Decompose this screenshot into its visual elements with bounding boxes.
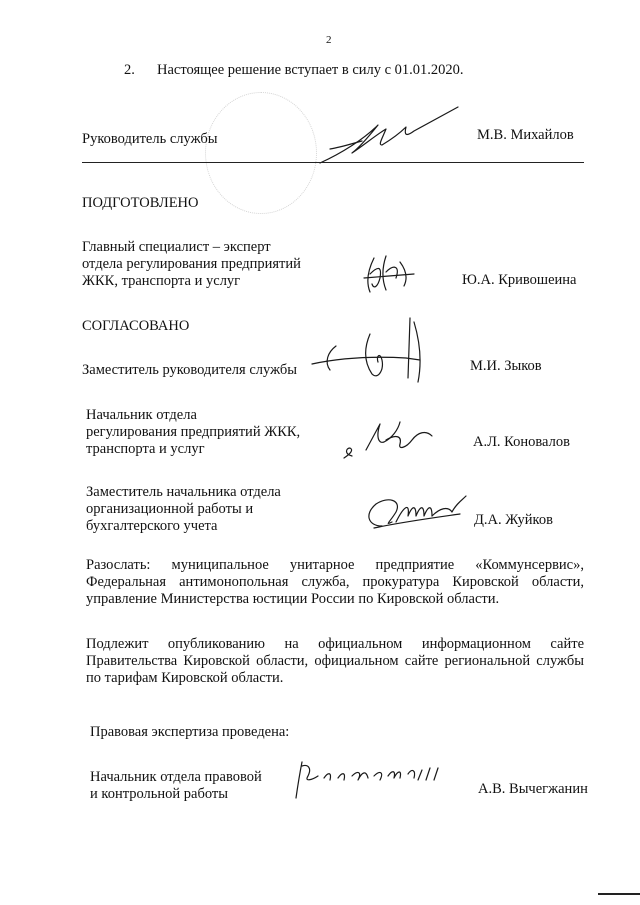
legal-position-line-2: и контрольной работы (90, 786, 228, 802)
agreed-signer-1-name: М.И. Зыков (470, 358, 542, 374)
agreed-signer-1-position: Заместитель руководителя службы (82, 362, 298, 378)
prepared-position-line-3: ЖКК, транспорта и услуг (82, 273, 241, 289)
head-signature (312, 105, 462, 170)
distribution-line-1: Разослать: муниципальное унитарное предприятие «Коммунсервис», (86, 557, 584, 573)
agreed-signer-3-position-line-3: бухгалтерского учета (86, 518, 218, 534)
scan-edge-line (598, 893, 640, 895)
publication-line-3: по тарифам Кировской области. (86, 670, 284, 686)
legal-name: А.В. Вычегжанин (478, 781, 588, 797)
agreed-signer-2-position-line-3: транспорта и услуг (86, 441, 205, 457)
agreed-signer-1-signature (310, 312, 440, 392)
agreed-heading: СОГЛАСОВАНО (82, 318, 190, 334)
agreed-signer-3-signature (362, 492, 472, 536)
prepared-heading: ПОДГОТОВЛЕНО (82, 195, 199, 211)
agreed-signer-3-position-line-2: организационной работы и (86, 501, 254, 517)
head-position: Руководитель службы (82, 131, 218, 147)
prepared-position-line-1: Главный специалист – эксперт (82, 239, 271, 255)
publication-line-1: Подлежит опубликованию на официальном информационном сайте (86, 636, 584, 652)
legal-position-line-1: Начальник отдела правовой (90, 769, 262, 785)
legal-heading: Правовая экспертиза проведена: (90, 724, 290, 740)
distribution-line-3: управление Министерства юстиции России по Кировской области. (86, 591, 500, 607)
distribution-line-2: Федеральная антимонопольная служба, прокуратура Кировской области, (86, 574, 584, 590)
page-number: 2 (326, 34, 332, 46)
agreed-signer-2-signature (340, 414, 440, 464)
agreed-signer-2-name: А.Л. Коновалов (473, 434, 570, 450)
prepared-name: Ю.А. Кривошеина (462, 272, 577, 288)
agreed-signer-3-name: Д.А. Жуйков (474, 512, 553, 528)
prepared-position-line-2: отдела регулирования предприятий (82, 256, 301, 272)
agreed-signer-2-position-line-2: регулирования предприятий ЖКК, (86, 424, 301, 440)
agreed-signer-2-position-line-1: Начальник отдела (86, 407, 197, 423)
prepared-signature (360, 252, 420, 297)
separator-line (82, 162, 584, 163)
publication-line-2: Правительства Кировской области, официальном сайте региональной службы (86, 653, 584, 669)
clause-text: Настоящее решение вступает в силу с 01.01.2020. (157, 62, 464, 78)
head-name: М.В. Михайлов (477, 127, 574, 143)
agreed-signer-3-position-line-1: Заместитель начальника отдела (86, 484, 281, 500)
clause-number: 2. (124, 62, 135, 78)
stamp-trace (205, 92, 317, 214)
legal-signature (288, 758, 458, 804)
